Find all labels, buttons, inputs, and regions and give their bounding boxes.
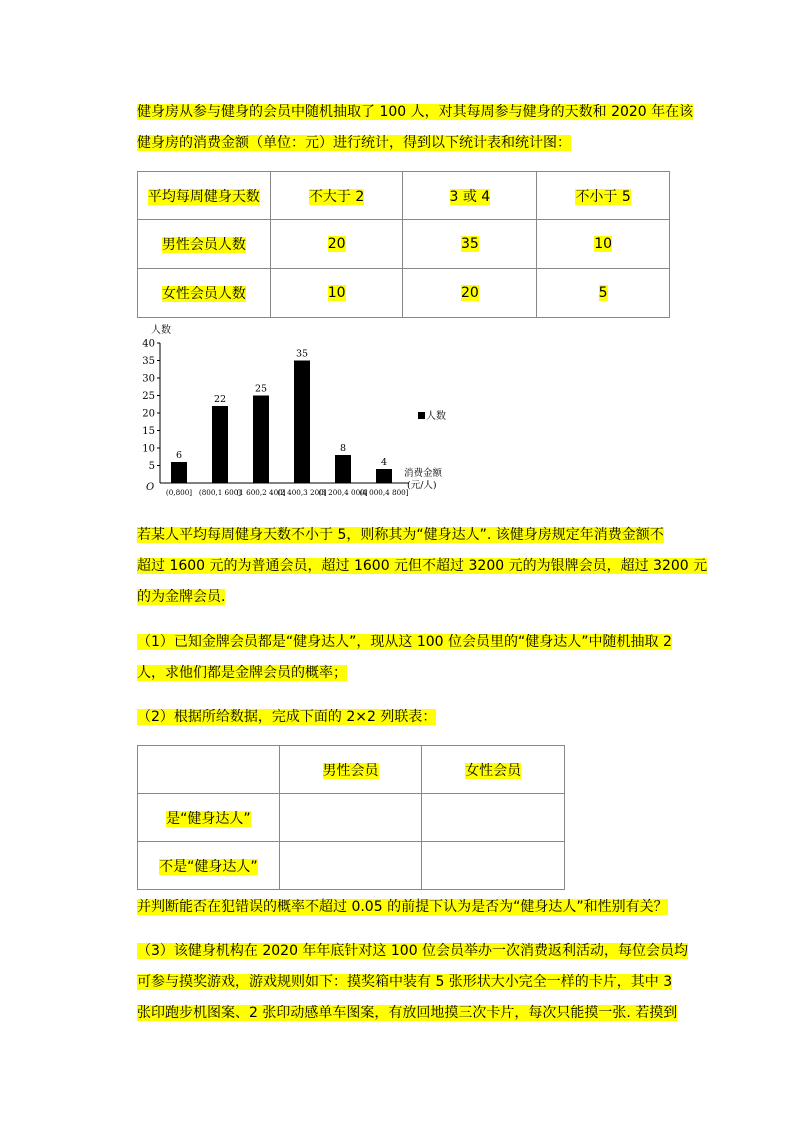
table-row [138,794,565,842]
x-tick-label: (4 000,4 800] [359,488,409,497]
legend-label: 人数 [426,411,446,422]
table-header-cell: 男性会员 [279,746,422,794]
chart-axes [160,343,409,483]
bar [253,396,269,484]
bar [171,462,187,483]
table-header-cell: 3 或 4 [403,172,537,220]
table-row [138,842,565,890]
origin-label: O [146,482,155,493]
legend-swatch [418,412,425,419]
para2-line-3: 的为金牌会员. [137,589,226,605]
bar-value-label: 8 [339,443,347,454]
x-tick-label: (0,800] [165,488,193,497]
table-cell: 女性会员人数 [138,269,271,318]
y-tick-label: 5 [148,461,155,472]
y-tick-label: 10 [142,443,155,455]
bar-value-label: 25 [254,383,268,395]
x-tick-label: (3 200,4 000] [318,488,368,497]
y-tick-label: 15 [142,426,155,437]
table-row [138,269,670,318]
q2b-line-1: 并判断能否在犯错误的概率不超过 0.05 的前提下认为是否为“健身达人”和性别有关？ [137,899,668,915]
x-tick-label: (800,1 600] [198,488,242,497]
y-tick-label: 20 [142,408,155,420]
x-tick-label: (2 400,3 200] [277,488,327,497]
contingency-table-header-row [138,746,565,794]
q1-line-2: 人，求他们都是金牌会员的概率； [137,665,347,681]
table-header-cell [138,746,280,794]
y-tick-label: 25 [142,391,155,402]
intro-line-1: 健身房从参与健身的会员中随机抽取了 100 人，对其每周参与健身的天数和 2020 年在该 [137,104,694,120]
table-cell: 10 [537,220,670,269]
table-cell: 10 [270,269,403,318]
table-cell: 20 [403,269,537,318]
table-cell: 不是“健身达人” [138,842,280,890]
y-tick-label: 30 [142,373,155,385]
bar [376,469,392,483]
bar [294,361,310,484]
stats-table [137,171,670,318]
q3-line-2: 可参与摸奖游戏，游戏规则如下：摸奖箱中装有 5 张形状大小完全一样的卡片，其中 3 [137,974,673,990]
bar-value-label: 35 [295,348,309,360]
bar-value-label: 22 [213,394,227,405]
consumption-bar-chart [137,323,453,499]
table-cell-blank [279,842,422,890]
para2-line-1: 若某人平均每周健身天数不小于 5，则称其为“健身达人”. 该健身房规定年消费金额不 [137,527,664,543]
table-header-cell: 不大于 2 [270,172,403,220]
bar-value-label: 6 [175,450,183,461]
x-axis-unit: (元/人) [407,480,437,491]
chart-data-labels [176,349,387,469]
table-header-cell: 不小于 5 [537,172,670,220]
table-cell-blank [422,842,565,890]
table-cell: 是“健身达人” [138,794,280,842]
table-header-cell: 平均每周健身天数 [138,172,271,220]
table-cell-blank [279,794,422,842]
table-header-cell: 女性会员 [422,746,565,794]
stats-table-header-row [138,172,670,220]
y-axis-label: 人数 [151,325,171,336]
y-tick-label: 40 [142,338,155,350]
q2-line-1: （2）根据所给数据，完成下面的 2×2 列联表： [137,709,437,725]
y-axis-ticks [142,339,160,473]
q1-line-1: （1）已知金牌会员都是“健身达人”，现从这 100 位会员里的“健身达人”中随机抽取 2 [137,634,672,650]
intro-line-2: 健身房的消费金额（单位：元）进行统计，得到以下统计表和统计图： [137,135,571,151]
table-row [138,220,670,269]
table-cell: 5 [537,269,670,318]
para2-line-2: 超过 1600 元的为普通会员，超过 1600 元但不超过 3200 元的为银牌会员，超过 3200 元 [137,558,708,574]
y-tick-label: 35 [142,356,155,367]
chart-bars [171,361,392,484]
table-cell-blank [422,794,565,842]
bar [335,455,351,483]
contingency-table [137,745,565,890]
bar [212,406,228,483]
q3-line-3: 张印跑步机图案、2 张印动感单车图案，有放回地摸三次卡片，每次只能摸一张. 若摸到 [137,1005,678,1021]
bar-value-label: 4 [380,457,388,468]
q3-line-1: （3）该健身机构在 2020 年年底针对这 100 位会员举办一次消费返利活动，每位会员均 [137,943,689,959]
x-axis-label: 消费金额 [404,468,443,479]
table-cell: 35 [403,220,537,269]
x-axis-ticks [166,488,409,497]
x-tick-label: (1 600,2 400] [236,488,286,497]
table-cell: 20 [270,220,403,269]
table-cell: 男性会员人数 [138,220,271,269]
